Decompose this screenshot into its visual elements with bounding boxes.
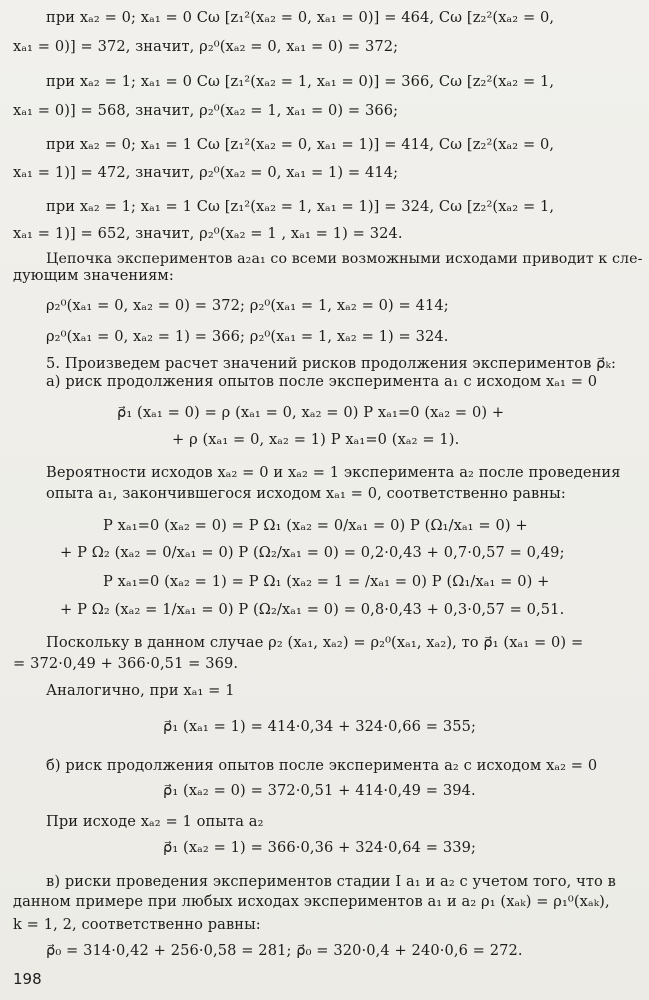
text-line: xₐ₁ = 1)] = 472, значит, ρ₂⁰(xₐ₂ = 0, xₐ₁ = 1) = 414; [13,164,399,181]
paragraph-line: При исходе xₐ₂ = 1 опыта a₂ [46,813,264,830]
text-line: при xₐ₂ = 0; xₐ₁ = 0 Cω [z₁²(xₐ₂ = 0, xₐ₁ = 0)] = 464, Cω [z₂²(xₐ₂ = 0, [46,9,555,26]
formula-line: ρ⃗₀ = 314·0,42 + 256·0,58 = 281; ρ⃗₀ = 320·0,4 + 240·0,6 = 272. [46,942,523,959]
formula-line: ρ⃗₁ (xₐ₂ = 1) = 366·0,36 + 324·0,64 = 339; [163,839,477,856]
paragraph-line: Аналогично, при xₐ₁ = 1 [46,682,235,699]
paragraph-line: опыта a₁, закончившегося исходом xₐ₁ = 0, соответственно равны: [46,485,566,502]
formula-line: ρ⃗₁ (xₐ₁ = 0) = ρ (xₐ₁ = 0, xₐ₂ = 0) P xₐ₁=0 (xₐ₂ = 0) + [117,404,505,421]
formula-line: ρ₂⁰(xₐ₁ = 0, xₐ₂ = 0) = 372; ρ₂⁰(xₐ₁ = 1, xₐ₂ = 0) = 414; [46,297,449,314]
paragraph-line: данном примере при любых исходах экспериментов a₁ и a₂ ρ₁ (xₐₖ) = ρ₁⁰(xₐₖ), [13,893,610,910]
paragraph-line: Вероятности исходов xₐ₂ = 0 и xₐ₂ = 1 эксперимента a₂ после проведения [46,464,621,481]
paragraph-line: Поскольку в данном случае ρ₂ (xₐ₁, xₐ₂) = ρ₂⁰(xₐ₁, xₐ₂), то ρ⃗₁ (xₐ₁ = 0) = [46,634,584,651]
text-line: при xₐ₂ = 1; xₐ₁ = 1 Cω [z₁²(xₐ₂ = 1, xₐ₁ = 1)] = 324, Cω [z₂²(xₐ₂ = 1, [46,198,555,215]
text-line: xₐ₁ = 0)] = 372, значит, ρ₂⁰(xₐ₂ = 0, xₐ₁ = 0) = 372; [13,38,399,55]
paragraph-line: а) риск продолжения опытов после эксперимента a₁ с исходом xₐ₁ = 0 [46,373,598,390]
paragraph-line: б) риск продолжения опытов после эксперимента a₂ с исходом xₐ₂ = 0 [46,757,598,774]
formula-line: ρ⃗₁ (xₐ₂ = 0) = 372·0,51 + 414·0,49 = 394. [163,782,476,799]
paragraph-line: в) риски проведения экспериментов стадии I a₁ и a₂ с учетом того, что в [46,873,616,890]
formula-line: + ρ (xₐ₁ = 0, xₐ₂ = 1) P xₐ₁=0 (xₐ₂ = 1). [172,431,460,448]
formula-line: P xₐ₁=0 (xₐ₂ = 1) = P Ω₁ (xₐ₂ = 1 = /xₐ₁ = 0) P (Ω₁/xₐ₁ = 0) + [103,573,550,590]
text-line: xₐ₁ = 0)] = 568, значит, ρ₂⁰(xₐ₂ = 1, xₐ₁ = 0) = 366; [13,102,399,119]
formula-line: P xₐ₁=0 (xₐ₂ = 0) = P Ω₁ (xₐ₂ = 0/xₐ₁ = 0) P (Ω₁/xₐ₁ = 0) + [103,517,528,534]
text-line: при xₐ₂ = 0; xₐ₁ = 1 Cω [z₁²(xₐ₂ = 0, xₐ₁ = 1)] = 414, Cω [z₂²(xₐ₂ = 0, [46,136,555,153]
formula-line: + P Ω₂ (xₐ₂ = 1/xₐ₁ = 0) P (Ω₂/xₐ₁ = 0) = 0,8·0,43 + 0,3·0,57 = 0,51. [60,601,565,618]
paragraph-line: k = 1, 2, соответственно равны: [13,916,261,933]
page-number: 198 [13,970,42,988]
formula-line: ρ₂⁰(xₐ₁ = 0, xₐ₂ = 1) = 366; ρ₂⁰(xₐ₁ = 1, xₐ₂ = 1) = 324. [46,328,449,345]
paragraph-line: Цепочка экспериментов a₂a₁ со всеми возможными исходами приводит к сле- [46,251,643,267]
text-line: xₐ₁ = 1)] = 652, значит, ρ₂⁰(xₐ₂ = 1 , xₐ₁ = 1) = 324. [13,225,403,242]
formula-line: + P Ω₂ (xₐ₂ = 0/xₐ₁ = 0) P (Ω₂/xₐ₁ = 0) = 0,2·0,43 + 0,7·0,57 = 0,49; [60,544,565,561]
paragraph-line: = 372·0,49 + 366·0,51 = 369. [13,655,239,672]
formula-line: ρ⃗₁ (xₐ₁ = 1) = 414·0,34 + 324·0,66 = 355; [163,718,477,735]
section-heading: 5. Произведем расчет значений рисков продолжения экспериментов ρ⃗ₖ: [46,355,616,372]
text-line: при xₐ₂ = 1; xₐ₁ = 0 Cω [z₁²(xₐ₂ = 1, xₐ₁ = 0)] = 366, Cω [z₂²(xₐ₂ = 1, [46,73,555,90]
paragraph-line: дующим значениям: [13,267,174,284]
